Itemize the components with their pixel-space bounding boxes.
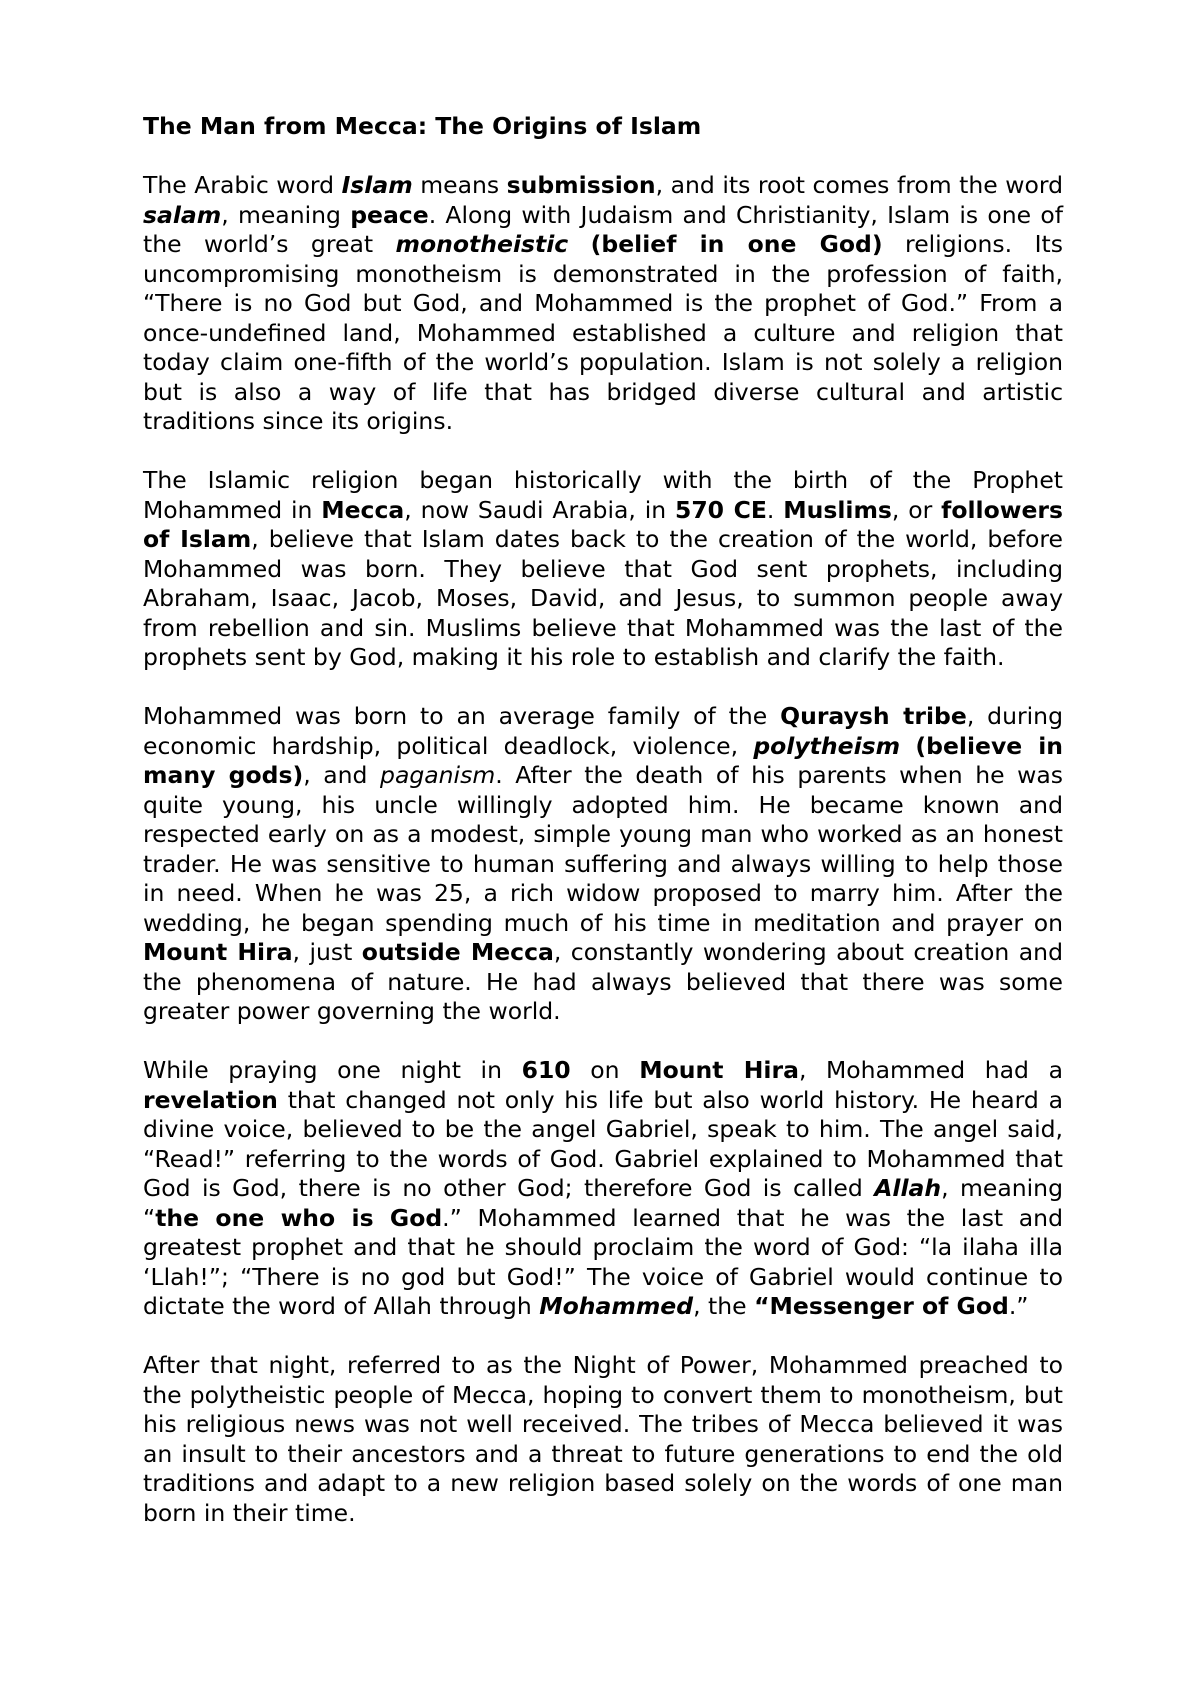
text-run: .” Mohammed learned that he was the last and greatest prophet and that he should proclaim the word of God: “la ilaha illa ‘Llah!”; “There is no god but God!” The voice of Gabriel would continue to dictate the word of Allah through — [143, 1203, 1063, 1320]
emphasis-text: “Messenger of God — [754, 1292, 1009, 1320]
paragraph-revelation — [143, 1056, 1063, 1322]
text-run: , just — [292, 938, 362, 966]
text-run: , and — [303, 761, 381, 789]
text-run: means — [412, 171, 507, 199]
emphasis-text: the one who is God — [155, 1203, 443, 1232]
emphasis-text: Muslims — [783, 495, 892, 524]
emphasis-text: 610 — [521, 1056, 571, 1084]
text-run: , constantly wondering about creation and the phenomena of nature. He had always believed that there was some greater power governing the world. — [143, 938, 1063, 1025]
emphasis-text: monotheistic — [395, 230, 569, 258]
text-run: . — [766, 495, 784, 524]
emphasis-text: Islam — [341, 171, 413, 199]
document-title: The Man from Mecca: The Origins of Islam — [143, 112, 702, 140]
text-run: The Islamic religion began historically with the birth of the Prophet Mohammed in — [143, 466, 1063, 524]
text-run: . After the death of his parents when he was quite young, his uncle willingly adopted him. He became known and respected early on as a modest, simple young man who worked as an honest trader. He was sensitive to human suffering and always willing to help those in need. When he was 25, a rich widow proposed to marry him. After the wedding, he began spending much of his time in meditation and prayer on — [143, 761, 1064, 937]
text-run: , the — [693, 1292, 755, 1320]
text-run: Mohammed was born to an average family of the — [143, 702, 781, 730]
emphasis-text: peace — [350, 200, 429, 229]
emphasis-text: salam — [143, 200, 222, 229]
text-run: , meaning — [221, 200, 351, 229]
emphasis-text: paganism — [380, 761, 496, 789]
emphasis-text: (believe in many gods) — [143, 731, 1063, 789]
text-run: , now Saudi Arabia, in — [404, 495, 675, 524]
text-run: , or — [891, 495, 942, 524]
emphasis-text: outside Mecca — [361, 938, 554, 966]
emphasis-text: polytheism — [753, 731, 901, 760]
emphasis-text: 570 CE — [674, 495, 767, 524]
text-run: religions. Its uncompromising monotheism is demonstrated in the profession of faith, “There is no God but God, and Mohammed is the prophet of God.” From a once-undefined land, Mohammed established a culture and religion that today claim one-fifth of the world’s population. Islam is not solely a religion but is also a way of life that has bridged diverse cultural and artistic traditions since its origins. — [143, 230, 1063, 435]
text-run: The Arabic word — [143, 171, 342, 199]
paragraph-birth — [143, 466, 1063, 673]
text-run: , Mohammed had a — [798, 1056, 1064, 1084]
text-run — [900, 732, 915, 760]
emphasis-text: Mount Hira — [143, 938, 293, 966]
emphasis-text: Mecca — [321, 495, 405, 524]
text-run: After that night, referred to as the Night of Power, Mohammed preached to the polytheistic people of Mecca, hoping to convert them to monotheism, but his religious news was not well received. The tribes of Mecca believed it was an insult to their ancestors and a threat to future generations to end the old traditions and adapt to a new religion based solely on the words of one man born in their time. — [143, 1351, 1063, 1527]
text-run: , believe that Islam dates back to the creation of the world, before Mohammed was born. They believe that God sent prophets, including Abraham, Isaac, Jacob, Moses, David, and Jesus, to summon people away from rebellion and sin. Muslims believe that Mohammed was the last of the prophets sent by God, making it his role to establish and clarify the faith. — [143, 525, 1063, 671]
emphasis-text: revelation — [143, 1085, 278, 1114]
emphasis-text: Mount Hira — [639, 1056, 799, 1084]
emphasis-text: Quraysh tribe — [780, 702, 967, 730]
text-run: .” — [1008, 1292, 1029, 1320]
text-run: , during economic hardship, political deadlock, violence, — [143, 702, 1063, 760]
paragraph-intro — [143, 171, 1063, 437]
text-run: . Along with Judaism and Christianity, Islam is one of the world’s great — [143, 200, 1063, 258]
emphasis-text: submission — [506, 171, 656, 199]
text-run: that changed not only his life but also world history. He heard a divine voice, believed to be the angel Gabriel, speak to him. The angel said, “Read!” referring to the words of God. Gabriel explained to Mohammed that God is God, there is no other God; therefore God is called — [143, 1085, 1063, 1202]
emphasis-text: followers of Islam — [143, 495, 1063, 553]
text-run: on — [570, 1056, 640, 1084]
document-page — [143, 112, 1063, 1558]
text-run: , meaning “ — [143, 1174, 1063, 1232]
emphasis-text: Mohammed — [539, 1292, 694, 1320]
paragraph-early-life — [143, 702, 1063, 1027]
paragraph-night-of-power — [143, 1351, 1063, 1528]
document-body — [143, 171, 1063, 1528]
text-run: , and its root comes from the word — [655, 171, 1064, 199]
emphasis-text: (belief in one God) — [590, 230, 883, 258]
emphasis-text: Allah — [874, 1174, 942, 1202]
text-run: While praying one night in — [143, 1056, 522, 1084]
text-run — [568, 230, 590, 258]
